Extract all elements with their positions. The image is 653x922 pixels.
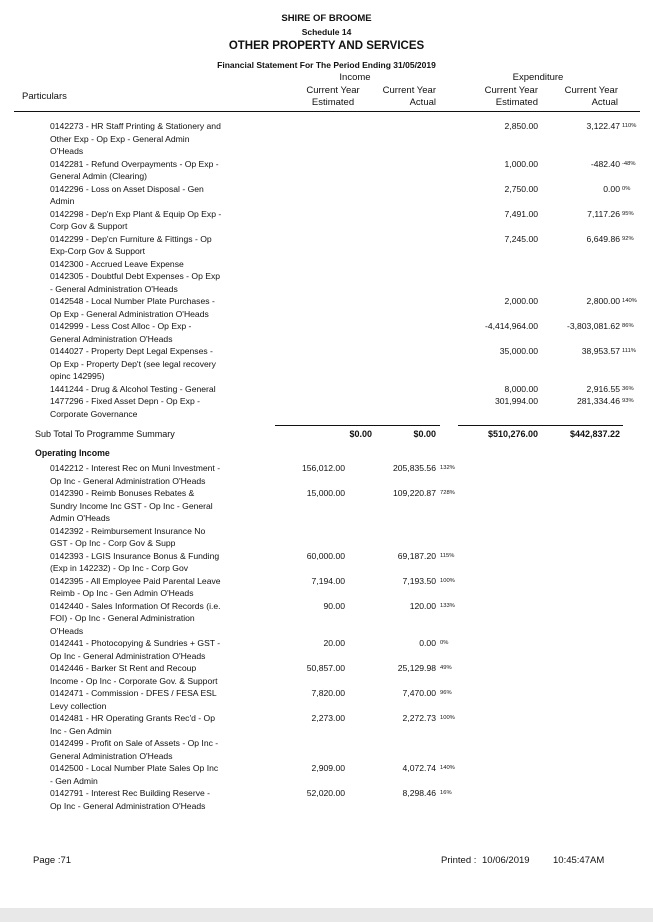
- particulars-line: - General Administration O'Heads: [50, 283, 178, 294]
- particulars-line: 0142299 - Dep'cn Furniture & Fittings - Op: [50, 233, 212, 244]
- particulars-line: 0142471 - Commission - DFES / FESA ESL: [50, 688, 217, 698]
- particulars-line: O'Heads: [50, 146, 84, 156]
- printed-time: 10:45:47AM: [553, 855, 605, 866]
- particulars-line: Corporate Governance: [50, 408, 138, 419]
- particulars-cell: [50, 258, 255, 271]
- expenditure-estimated-cell: 35,000.00: [499, 346, 538, 356]
- particulars-line: 0142296 - Loss on Asset Disposal - Gen: [50, 183, 204, 194]
- income-percent-cell: 133%: [440, 602, 455, 609]
- income-percent-cell: 49%: [440, 665, 452, 671]
- particulars-line: 0142500 - Local Number Plate Sales Op Inc: [50, 763, 219, 773]
- particulars-line: 0142999 - Less Cost Alloc - Op Exp -: [50, 321, 192, 331]
- expenditure-estimated-cell: 2,750.00: [504, 183, 538, 194]
- income-percent-cell: 16%: [440, 790, 452, 796]
- particulars-line: 0142440 - Sales Information Of Records (i.e.: [50, 600, 221, 611]
- particulars-line: (Exp in 142232) - Op Inc - Corp Gov: [50, 563, 189, 573]
- income-estimated-cell: 50,857.00: [306, 663, 345, 673]
- particulars-cell: [50, 320, 255, 345]
- scan-edge: [0, 908, 653, 922]
- header-line: Current Year: [306, 85, 360, 96]
- income-estimated-cell: 15,000.00: [306, 488, 345, 498]
- particulars-line: Op Exp - General Administration O'Heads: [50, 308, 209, 319]
- particulars-line: 0142305 - Doubtful Debt Expenses - Op Exp: [50, 271, 221, 281]
- particulars-cell: [50, 787, 255, 812]
- income-actual-cell: 25,129.98: [397, 663, 436, 673]
- particulars-line: 0142395 - All Employee Paid Parental Leave: [50, 575, 221, 586]
- particulars-cell: [50, 525, 255, 550]
- particulars-line: O'Heads: [50, 625, 84, 636]
- printed-date: 10/06/2019: [482, 855, 530, 866]
- income-actual-cell: 7,470.00: [402, 688, 436, 698]
- expenditure-percent-cell: 86%: [622, 323, 634, 329]
- particulars-cell: [50, 383, 255, 396]
- particulars-line: 0142212 - Interest Rec on Muni Investment -: [50, 463, 221, 473]
- particulars-line: Op Exp - Property Dep't (see legal recovery: [50, 358, 216, 369]
- expenditure-estimated-cell: 7,491.00: [504, 208, 538, 219]
- particulars-line: Sundry Income Inc GST - Op Inc - General: [50, 500, 213, 511]
- expenditure-percent-cell: 92%: [622, 235, 634, 242]
- particulars-line: Admin O'Heads: [50, 513, 110, 523]
- income-actual-header: [356, 85, 436, 109]
- expenditure-estimated-header: [458, 85, 538, 109]
- particulars-cell: [50, 550, 255, 575]
- particulars-line: 0142300 - Accrued Leave Expense: [50, 258, 184, 269]
- particulars-cell: [50, 233, 255, 258]
- printed-label: Printed :: [441, 855, 477, 866]
- particulars-line: 0142441 - Photocopying & Sundries + GST -: [50, 638, 221, 648]
- particulars-line: 0142791 - Interest Rec Building Reserve -: [50, 788, 211, 798]
- particulars-line: Op Inc - General Administration O'Heads: [50, 800, 206, 811]
- expenditure-actual-cell: 0.00: [603, 183, 620, 194]
- particulars-line: - Gen Admin: [50, 775, 98, 786]
- expenditure-actual-cell: 6,649.86: [586, 233, 620, 244]
- expenditure-actual-cell: 3,122.47: [586, 121, 620, 131]
- particulars-cell: [50, 662, 255, 687]
- expenditure-actual-cell: 2,916.55: [586, 383, 620, 394]
- income-estimated-cell: 2,909.00: [311, 763, 345, 773]
- particulars-cell: [50, 183, 255, 208]
- expenditure-estimated-cell: 1,000.00: [504, 158, 538, 169]
- income-percent-cell: 115%: [440, 552, 455, 559]
- expenditure-percent-cell: 36%: [622, 385, 634, 392]
- income-actual-cell: 0.00: [419, 638, 436, 648]
- particulars-line: Other Exp - Op Exp - General Admin: [50, 133, 190, 144]
- particulars-line: Inc - Gen Admin: [50, 725, 112, 736]
- income-percent-cell: 728%: [440, 490, 455, 496]
- particulars-line: 0142481 - HR Operating Grants Rec'd - Op: [50, 713, 216, 723]
- particulars-line: General Administration O'Heads: [50, 750, 173, 761]
- income-actual-cell: 8,298.46: [402, 788, 436, 798]
- expenditure-actual-cell: 7,117.26: [587, 208, 620, 219]
- income-estimated-cell: 7,820.00: [311, 688, 345, 698]
- particulars-line: General Admin (Clearing): [50, 171, 147, 181]
- schedule-number: Schedule 14: [301, 27, 352, 37]
- expenditure-percent-cell: 111%: [622, 348, 636, 354]
- particulars-line: Levy collection: [50, 700, 107, 711]
- particulars-line: 0142281 - Refund Overpayments - Op Exp -: [50, 158, 219, 169]
- header-line: Current Year: [382, 85, 436, 96]
- income-estimated-cell: 156,012.00: [301, 463, 345, 473]
- expenditure-percent-cell: -48%: [622, 160, 636, 167]
- particulars-cell: [50, 208, 255, 233]
- income-percent-cell: 100%: [440, 715, 455, 721]
- income-estimated-cell: 90.00: [323, 600, 345, 611]
- income-estimated-cell: 60,000.00: [306, 550, 345, 561]
- particulars-cell: [50, 462, 255, 487]
- header-line: Actual: [591, 97, 618, 108]
- particulars-line: 1441244 - Drug & Alcohol Testing - General: [50, 383, 216, 394]
- income-estimated-cell: 7,194.00: [311, 575, 345, 586]
- header-line: Estimated: [311, 97, 355, 108]
- particulars-cell: [50, 575, 255, 600]
- expenditure-estimated-cell: -4,414,964.00: [484, 321, 538, 331]
- particulars-cell: [50, 487, 255, 525]
- income-actual-cell: 69,187.20: [397, 550, 436, 561]
- income-percent-cell: 140%: [440, 765, 455, 771]
- particulars-cell: [50, 762, 255, 787]
- expenditure-estimated-cell: 301,994.00: [494, 396, 538, 406]
- particulars-cell: [50, 120, 255, 158]
- particulars-line: Op Inc - General Administration O'Heads: [50, 475, 206, 486]
- particulars-cell: [50, 600, 255, 638]
- particulars-line: Admin: [50, 196, 75, 206]
- particulars-line: 0142548 - Local Number Plate Purchases -: [50, 296, 215, 306]
- subtotal-expenditure-rule: [458, 425, 623, 426]
- particulars-line: Reimb - Op Inc - Gen Admin O'Heads: [50, 588, 194, 598]
- income-actual-cell: 120.00: [409, 600, 436, 611]
- income-actual-cell: 4,072.74: [402, 763, 436, 773]
- expenditure-percent-cell: 110%: [622, 123, 637, 129]
- expenditure-estimated-cell: 8,000.00: [504, 383, 538, 394]
- particulars-line: 0142393 - LGIS Insurance Bonus & Funding: [50, 550, 220, 561]
- particulars-cell: [50, 345, 255, 383]
- particulars-line: General Administration O'Heads: [50, 333, 173, 344]
- particulars-cell: [50, 270, 255, 295]
- subtotal-expenditure-estimated: $510,276.00: [487, 429, 538, 439]
- page-number: Page :71: [33, 855, 72, 866]
- particulars-line: 0142499 - Profit on Sale of Assets - Op Inc -: [50, 738, 219, 748]
- expenditure-actual-cell: -482.40: [590, 158, 620, 169]
- particulars-line: Exp-Corp Gov & Support: [50, 246, 146, 256]
- expenditure-percent-cell: 0%: [622, 185, 631, 192]
- particulars-cell: [50, 395, 255, 420]
- particulars-line: FOI) - Op Inc - General Administration: [50, 613, 195, 623]
- income-percent-cell: 0%: [440, 640, 449, 646]
- particulars-cell: [50, 737, 255, 762]
- particulars-cell: [50, 637, 255, 662]
- header-line: Current Year: [484, 85, 538, 96]
- income-estimated-cell: 2,273.00: [311, 713, 345, 723]
- particulars-cell: [50, 687, 255, 712]
- particulars-line: 0142298 - Dep'n Exp Plant & Equip Op Exp -: [50, 208, 222, 219]
- particulars-cell: [50, 712, 255, 737]
- particulars-line: 0142446 - Barker St Rent and Recoup: [50, 663, 197, 673]
- particulars-line: Income - Op Inc - Corporate Gov. & Support: [50, 675, 218, 686]
- council-name: SHIRE OF BROOME: [281, 13, 372, 24]
- particulars-line: 0142390 - Reimb Bonuses Rebates &: [50, 488, 195, 498]
- particulars-header: Particulars: [22, 91, 67, 102]
- subtotal-income-actual: $0.00: [413, 429, 436, 439]
- particulars-line: 0142392 - Reimbursement Insurance No: [50, 525, 206, 536]
- expenditure-percent-cell: 93%: [622, 398, 634, 404]
- particulars-line: Corp Gov & Support: [50, 221, 128, 231]
- header-line: Estimated: [495, 97, 538, 108]
- subtotal-expenditure-actual: $442,837.22: [569, 429, 620, 439]
- subtotal-income-rule: [275, 425, 440, 426]
- particulars-line: 1477296 - Fixed Asset Depn - Op Exp -: [50, 396, 200, 406]
- expenditure-group-header: Expenditure: [512, 72, 564, 83]
- expenditure-actual-cell: 281,334.46: [576, 396, 620, 406]
- income-estimated-cell: 20.00: [323, 638, 345, 648]
- expenditure-percent-cell: 95%: [622, 210, 634, 217]
- income-actual-cell: 109,220.87: [392, 488, 436, 498]
- income-percent-cell: 96%: [440, 690, 452, 696]
- operating-income-heading: Operating Income: [35, 448, 110, 458]
- report-title: OTHER PROPERTY AND SERVICES: [228, 40, 425, 52]
- particulars-cell: [50, 158, 255, 183]
- income-percent-cell: 100%: [440, 577, 455, 584]
- subtotal-income-estimated: $0.00: [349, 429, 372, 439]
- expenditure-actual-cell: 2,800.00: [586, 296, 620, 306]
- particulars-line: Op Inc - General Administration O'Heads: [50, 650, 206, 661]
- expenditure-estimated-cell: 2,000.00: [504, 296, 538, 306]
- header-line: Actual: [409, 97, 436, 108]
- expenditure-actual-cell: -3,803,081.62: [566, 321, 620, 331]
- income-actual-cell: 7,193.50: [402, 575, 436, 586]
- expenditure-percent-cell: 140%: [622, 298, 637, 304]
- expenditure-actual-header: [538, 85, 618, 109]
- income-estimated-cell: 52,020.00: [306, 788, 345, 798]
- particulars-line: GST - Op Inc - Corp Gov & Supp: [50, 538, 176, 548]
- expenditure-estimated-cell: 2,850.00: [504, 121, 538, 131]
- income-group-header: Income: [339, 72, 371, 83]
- income-actual-cell: 205,835.56: [392, 463, 436, 473]
- particulars-line: 0142273 - HR Staff Printing & Stationery and: [50, 121, 221, 131]
- income-percent-cell: 132%: [440, 465, 455, 471]
- particulars-line: 0144027 - Property Dept Legal Expenses -: [50, 346, 213, 356]
- header-line: Current Year: [564, 85, 618, 96]
- particulars-line: opinc 142995): [50, 371, 105, 381]
- expenditure-actual-cell: 38,953.57: [581, 346, 620, 356]
- income-actual-cell: 2,272.73: [402, 713, 436, 723]
- subtotal-label: Sub Total To Programme Summary: [35, 429, 175, 439]
- particulars-cell: [50, 295, 255, 320]
- expenditure-estimated-cell: 7,245.00: [504, 233, 538, 244]
- header-divider: [14, 111, 640, 112]
- report-period: Financial Statement For The Period Ending 31/05/2019: [217, 60, 436, 70]
